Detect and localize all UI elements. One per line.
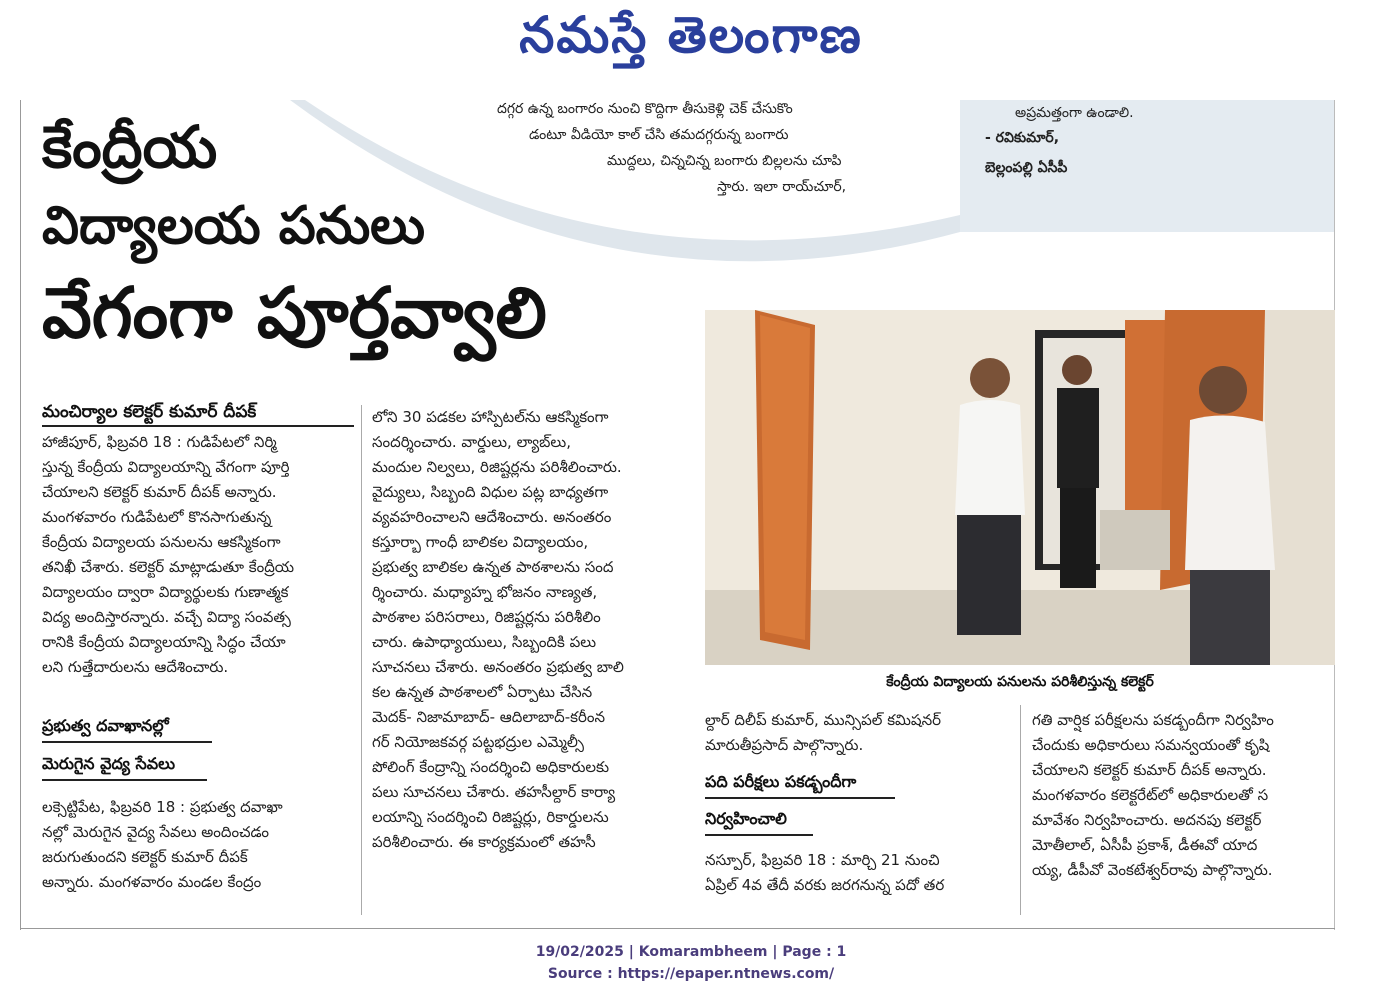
text-line: గతి వార్షిక పరీక్షలను పకడ్బందీగా నిర్వహిం xyxy=(1032,711,1274,729)
quote-author: - రవికుమార్, xyxy=(985,130,1060,146)
quote-text: అప్రమత్తంగా ఉండాలి. xyxy=(1015,105,1134,121)
news-photo xyxy=(705,310,1335,665)
article-column-3 xyxy=(705,708,1010,758)
text-line: సందర్శించారు. వార్డులు, ల్యాబ్‌లు, xyxy=(372,433,571,451)
subhead-hospital-1: ప్రభుత్వ దవాఖానల్లో xyxy=(42,716,169,735)
article-column-1 xyxy=(42,430,352,680)
article-column-2 xyxy=(372,405,690,855)
subhead-rule xyxy=(42,741,212,743)
column-divider xyxy=(1020,705,1021,915)
text-line: జరుగుతుందని కలెక్టర్ కుమార్ దీపక్ xyxy=(42,848,248,866)
byline: మంచిర్యాల కలెక్టర్ కుమార్ దీపక్ xyxy=(42,402,257,422)
text-line: ర్శించారు. మధ్యాహ్న భోజనం నాణ్యత, xyxy=(372,583,598,601)
top-fragment-text xyxy=(497,96,927,200)
text-line: గర్ నియోజకవర్గ పట్టభద్రుల ఎమ్మెల్సీ xyxy=(372,733,584,751)
subhead-exams-2: నిర్వహించాలి xyxy=(705,809,787,828)
headline-line-1: కేంద్రీయ xyxy=(42,113,218,181)
article-column-1-part-2 xyxy=(42,795,352,895)
text-line: పోలింగ్ కేంద్రాన్ని సందర్శించి అధికారులకు xyxy=(372,758,610,776)
text-line: రానికి కేంద్రీయ విద్యాలయాన్ని సిద్ధం చేయా xyxy=(42,633,286,651)
text-line: పరిశీలించారు. ఈ కార్యక్రమంలో తహసీ xyxy=(372,833,596,851)
text-line: విద్యాలయం ద్వారా విద్యార్థులకు గుణాత్మక xyxy=(42,583,289,601)
frame-bottom-rule xyxy=(20,928,1335,929)
subhead-rule xyxy=(705,797,895,799)
text-line: నల్లో మెరుగైన వైద్య సేవలు అందించడం xyxy=(42,823,269,841)
text-line: మోతీలాల్, ఏసీపీ ప్రకాశ్, డీఈవో యాద xyxy=(1032,836,1258,854)
text-line: స్తున్న కేంద్రీయ విద్యాలయాన్ని వేగంగా పూర్తి xyxy=(42,458,290,476)
text-line: చేయాలని కలెక్టర్ కుమార్ దీపక్ అన్నారు. xyxy=(42,483,277,501)
photo-caption: కేంద్రీయ విద్యాలయ పనులను పరిశీలిస్తున్న కలెక్టర్ xyxy=(886,674,1154,690)
text-line: చేయాలని కలెక్టర్ కుమార్ దీపక్ అన్నారు. xyxy=(1032,761,1267,779)
subhead-rule xyxy=(42,779,207,781)
text-line: ఏప్రిల్ 4వ తేదీ వరకు జరగనున్న పదో తర xyxy=(705,876,945,894)
text-line: స్తారు. ఇలా రాయ్‌చూర్, xyxy=(717,179,847,195)
text-line: ల్దార్ దిలీప్ కుమార్, మున్సిపల్ కమిషనర్ xyxy=(705,711,942,729)
quote-designation: బెల్లంపల్లి ఏసీపీ xyxy=(985,160,1068,176)
text-line: చేందుకు అధికారులు సమన్వయంతో కృషి xyxy=(1032,736,1270,754)
article-column-4 xyxy=(1032,708,1332,883)
text-line: వైద్యులు, సిబ్బంది విధుల పట్ల బాధ్యతగా xyxy=(372,483,609,501)
text-line: ప్రభుత్వ బాలికల ఉన్నత పాఠశాలను సంద xyxy=(372,558,614,576)
text-line: మారుతీప్రసాద్ పాల్గొన్నారు. xyxy=(705,736,864,754)
text-line: మావేశం నిర్వహించారు. అదనపు కలెక్టర్ xyxy=(1032,811,1262,829)
masthead-logo: నమస్తే తెలంగాణ xyxy=(519,6,863,64)
text-line: చారు. ఉపాధ్యాయులు, సిబ్బందికి పలు xyxy=(372,633,597,651)
text-line: లయాన్ని సందర్శించి రిజిష్టర్లు, రికార్డులను xyxy=(372,808,609,826)
text-line: హాజీపూర్, ఫిబ్రవరి 18 : గుడిపేటలో నిర్మి xyxy=(42,433,277,451)
text-line: య్య, డీపీవో వెంకటేశ్వర్‌రావు పాల్గొన్నారు. xyxy=(1032,861,1273,879)
text-line: తనిఖీ చేశారు. కలెక్టర్ మాట్లాడుతూ కేంద్రీయ xyxy=(42,558,295,576)
text-line: లోని 30 పడకల హాస్పిటల్‌ను ఆకస్మికంగా xyxy=(372,408,609,426)
text-line: డంటూ వీడియో కాల్ చేసి తమదగ్గరున్న బంగారు xyxy=(529,127,789,143)
byline-rule xyxy=(42,425,354,427)
text-line: పలు సూచనలు చేశారు. తహసీల్దార్ కార్యా xyxy=(372,783,616,801)
text-line: మెదక్- నిజామాబాద్- ఆదిలాబాద్-కరీంన xyxy=(372,708,605,726)
headline-line-3: వేగంగా పూర్తవ్వాలి xyxy=(42,272,547,354)
subhead-exams-1: పది పరీక్షలు పకడ్బందీగా xyxy=(705,772,857,791)
text-line: కేంద్రీయ విద్యాలయ పనులను ఆకస్మికంగా xyxy=(42,533,281,551)
headline-line-2: విద్యాలయ పనులు xyxy=(42,196,426,256)
article-column-3-part-2 xyxy=(705,848,1010,898)
text-line: లక్సెట్టిపేట, ఫిబ్రవరి 18 : ప్రభుత్వ దవాఖా xyxy=(42,798,283,816)
text-line: మంగళవారం కలెక్టరేట్‌లో అధికారులతో స xyxy=(1032,786,1269,804)
text-line: దగ్గర ఉన్న బంగారం నుంచి కొద్దిగా తీసుకెళ్లి చెక్ చేసుకొం xyxy=(497,101,793,117)
text-line: ముద్దలు, చిన్నచిన్న బంగారు బిల్లలను చూపి xyxy=(607,153,842,169)
subhead-hospital-2: మెరుగైన వైద్య సేవలు xyxy=(42,754,176,773)
text-line: నస్పూర్, ఫిబ్రవరి 18 : మార్చి 21 నుంచి xyxy=(705,851,940,869)
text-line: కల ఉన్నత పాఠశాలలో ఏర్పాటు చేసిన xyxy=(372,683,593,701)
column-divider xyxy=(361,405,362,915)
text-line: విద్య అందిస్తారన్నారు. వచ్చే విద్యా సంవత్స xyxy=(42,608,291,626)
text-line: మంగళవారం గుడిపేటలో కొనసాగుతున్న xyxy=(42,508,272,526)
footer-date-edition: 19/02/2025 | Komarambheem | Page : 1 xyxy=(535,944,847,960)
text-line: లని గుత్తేదారులను ఆదేశించారు. xyxy=(42,658,229,676)
subhead-rule xyxy=(705,834,813,836)
frame-left-rule xyxy=(20,100,21,930)
text-line: వ్యవహరించాలని ఆదేశించారు. అనంతరం xyxy=(372,508,612,526)
text-line: అన్నారు. మంగళవారం మండల కేంద్రం xyxy=(42,873,262,891)
footer-source: Source : https://epaper.ntnews.com/ xyxy=(547,966,835,982)
text-line: పాఠశాల పరిసరాలు, రిజిష్టర్లను పరిశీలిం xyxy=(372,608,601,626)
text-line: కస్తూర్బా గాంధీ బాలికల విద్యాలయం, xyxy=(372,533,589,551)
text-line: మందుల నిల్వలు, రిజిష్టర్లను పరిశీలించారు. xyxy=(372,458,622,476)
text-line: సూచనలు చేశారు. అనంతరం ప్రభుత్వ బాలి xyxy=(372,658,624,676)
